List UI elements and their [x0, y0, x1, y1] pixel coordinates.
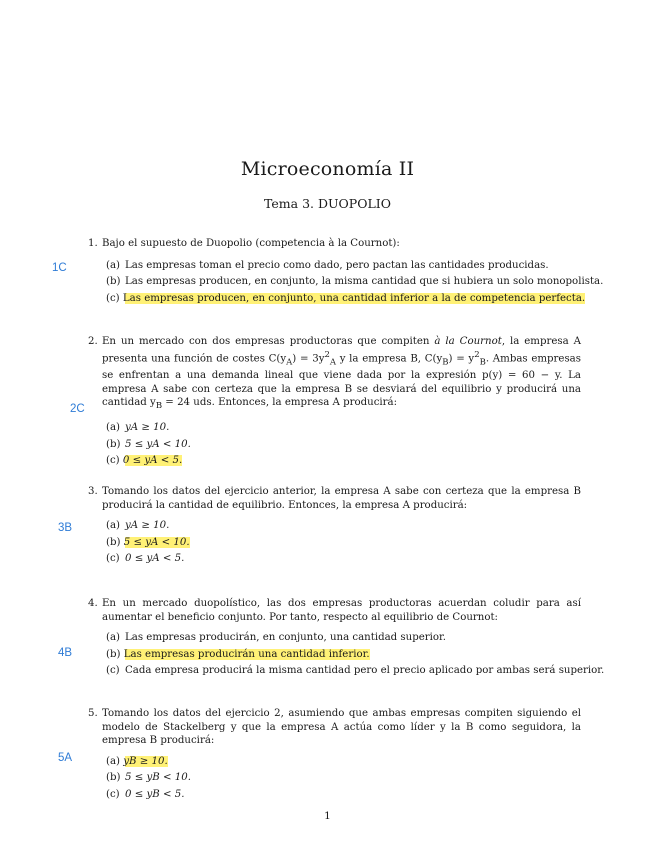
- question-stem: En un mercado con dos empresas productoras que compiten à la Cournot, la empresa A presenta una función de costes $C(y_A) = 3y^2_A$ y la empresa B, $C(y_B) = y^2_B$. Ambas empresas se enfrentan a una demanda lineal que viene dada por la expresión p(y) = 60 − y. La empresa A sabe con certeza que la empresa B se desviará del equilibrio y producirá una cantidad $y_B = 24$ uds. Entonces, la empresa A producirá:: [102, 336, 581, 412]
- option-a[interactable]: (a) yA ≥ 10.: [106, 520, 170, 531]
- question-number: 3.: [88, 486, 98, 497]
- option-a[interactable]: (a) yA ≥ 10.: [106, 421, 170, 433]
- question-2: [88, 335, 581, 470]
- option-b-highlighted[interactable]: (b) Las empresas producirán una cantidad inferior.: [106, 648, 370, 660]
- option-a[interactable]: (a) Las empresas toman el precio como dado, pero pactan las cantidades producidas.: [106, 259, 549, 271]
- question-number: 5.: [88, 708, 98, 719]
- question-number: 1.: [88, 238, 98, 249]
- question-stem: Tomando los datos del ejercicio 2, asumiendo que ambas empresas compiten siguiendo el modelo de Stackelberg y que la empresa A actúa como líder y la B como seguidora, la empresa B producirá:: [102, 708, 581, 746]
- page-title: Microeconomía II: [240, 158, 415, 180]
- question-5: [88, 707, 581, 803]
- option-b-highlighted[interactable]: (b) 5 ≤ yA < 10.: [106, 536, 190, 548]
- option-a-highlighted[interactable]: (a) yB ≥ 10.: [106, 755, 168, 767]
- options-list: [106, 630, 605, 680]
- page-subtitle: Tema 3. DUOPOLIO: [264, 196, 391, 211]
- option-b[interactable]: (b) 5 ≤ yA < 10.: [106, 438, 191, 450]
- option-c-highlighted[interactable]: (c) Las empresas producen, en conjunto, una cantidad inferior a la de competencia perfecta.: [106, 292, 586, 304]
- option-c-highlighted[interactable]: (c) 0 ≤ yA < 5.: [106, 455, 183, 467]
- question-stem: Tomando los datos del ejercicio anterior, la empresa A sabe con certeza que la empresa B producirá la cantidad de equilibrio. Entonces, la empresa A producirá:: [102, 486, 581, 511]
- handwritten-answer-note: 3B: [58, 522, 73, 534]
- question-3: [88, 485, 581, 568]
- option-c[interactable]: (c) Cada empresa producirá la misma cantidad pero el precio aplicado por ambas será superior.: [106, 665, 605, 677]
- handwritten-answer-note: 1C: [52, 262, 67, 274]
- question-number: 4.: [88, 598, 98, 609]
- options-list: [106, 420, 581, 470]
- option-b[interactable]: (b) 5 ≤ yB < 10.: [106, 772, 191, 784]
- handwritten-answer-note: 2C: [70, 403, 85, 415]
- page-number: 1: [324, 810, 331, 822]
- handwritten-answer-note: 4B: [58, 647, 73, 659]
- question-number: 2.: [88, 336, 98, 347]
- option-a[interactable]: (a) Las empresas producirán, en conjunto, una cantidad superior.: [106, 632, 447, 643]
- question-1: [88, 237, 604, 307]
- option-c[interactable]: (c) 0 ≤ yB < 5.: [106, 788, 185, 800]
- option-c[interactable]: (c) 0 ≤ yA < 5.: [106, 553, 185, 565]
- options-list: [106, 754, 581, 804]
- question-stem: Bajo el supuesto de Duopolio (competencia à la Cournot):: [102, 238, 400, 249]
- options-list: [106, 518, 581, 568]
- question-4: [88, 597, 605, 680]
- options-list: [106, 258, 604, 308]
- option-b[interactable]: (b) Las empresas producen, en conjunto, la misma cantidad que si hubiera un solo monopolista.: [106, 276, 604, 288]
- handwritten-answer-note: 5A: [58, 752, 73, 764]
- question-stem: En un mercado duopolístico, las dos empresas productoras acuerdan coludir para así aumentar el beneficio conjunto. Por tanto, respecto al equilibrio de Cournot:: [102, 598, 581, 623]
